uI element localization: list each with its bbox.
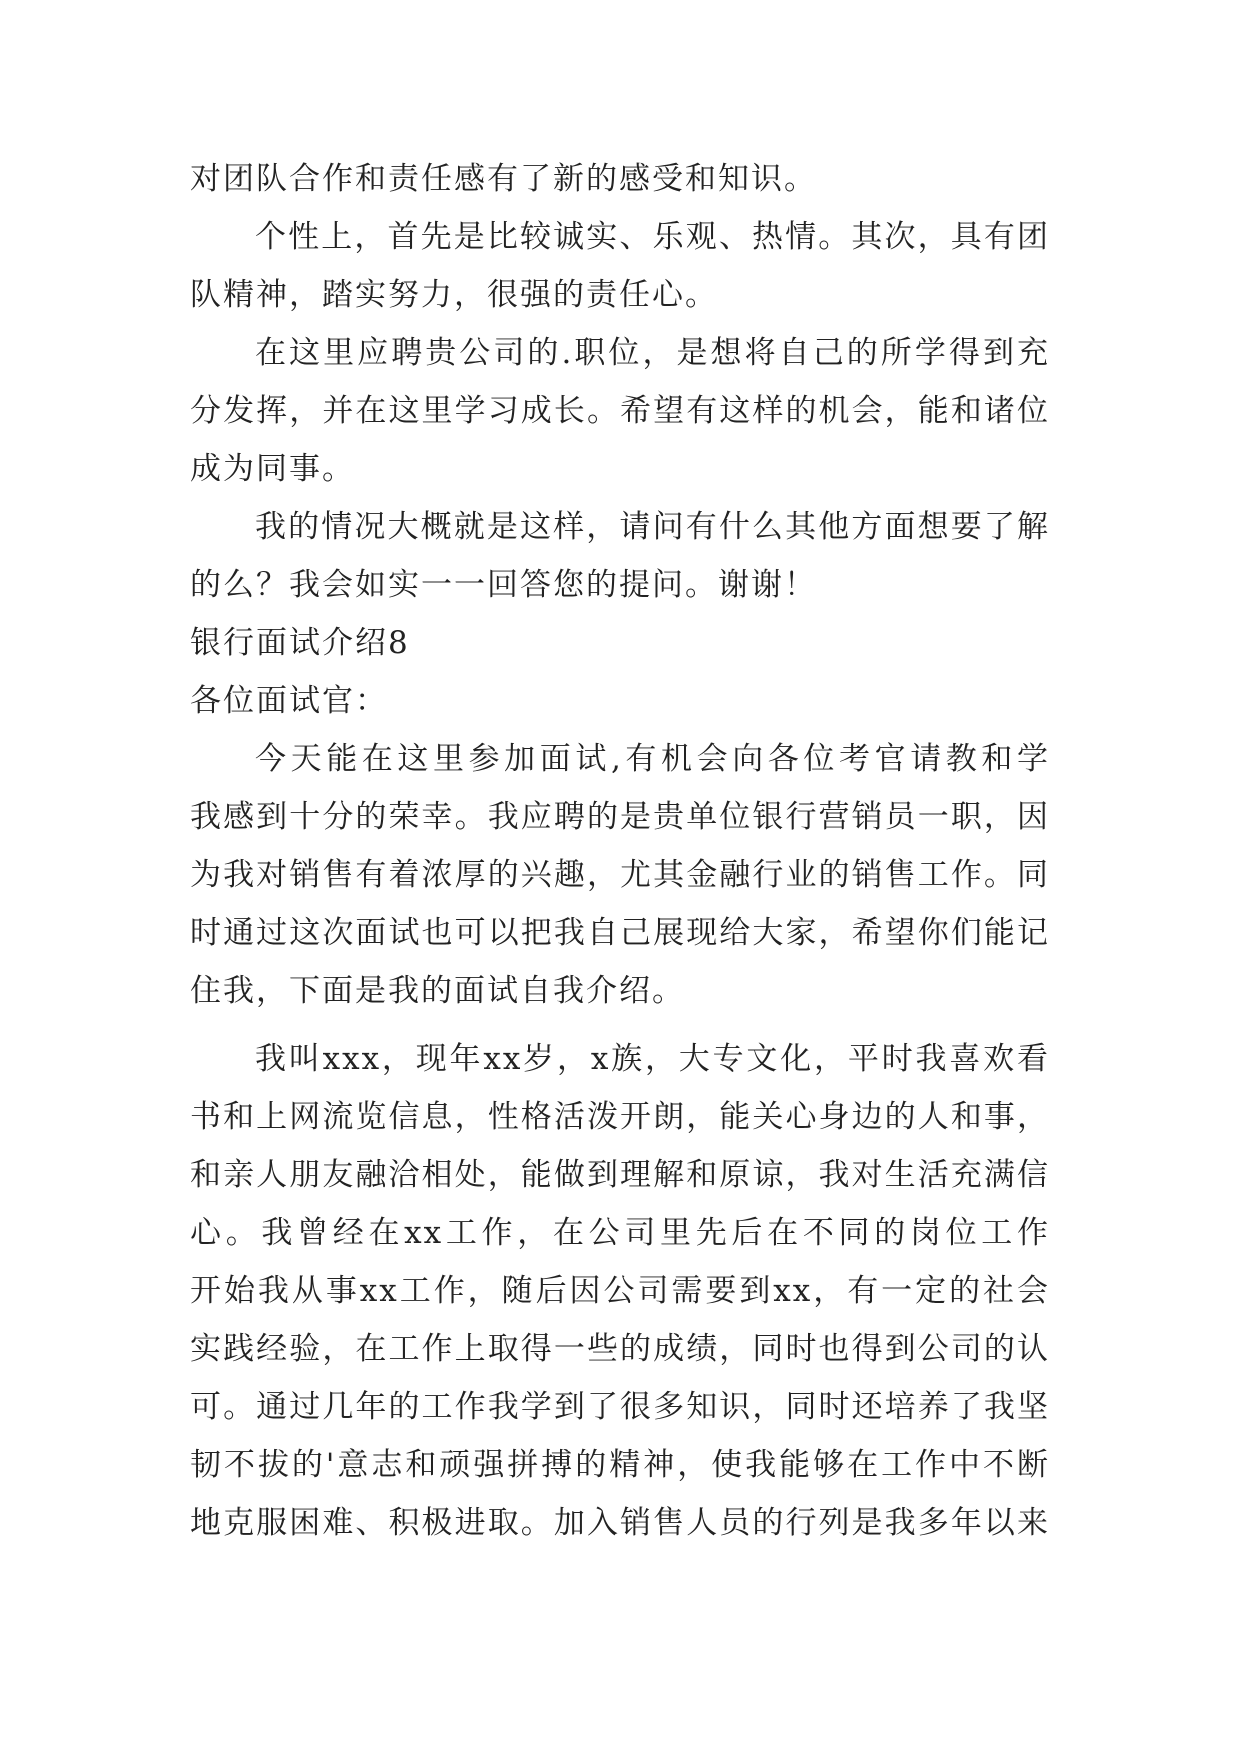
paragraph-line: 住我，下面是我的面试自我介绍。	[190, 973, 685, 1009]
paragraph-line: 在这里应聘贵公司的.职位，是想将自己的所学得到充	[255, 335, 1050, 371]
paragraph-line: 地克服困难、积极进取。加入销售人员的行列是我多年以来	[190, 1505, 1050, 1541]
paragraph-line: 队精神，踏实努力，很强的责任心。	[190, 277, 718, 313]
section-heading: 银行面试介绍8	[190, 625, 410, 661]
paragraph-line: 为我对销售有着浓厚的兴趣，尤其金融行业的销售工作。同	[190, 857, 1050, 893]
paragraph-line: 书和上网流览信息，性格活泼开朗，能关心身边的人和事，	[190, 1099, 1050, 1135]
paragraph-line: 成为同事。	[190, 451, 355, 487]
paragraph-line: 对团队合作和责任感有了新的感受和知识。	[190, 161, 817, 197]
paragraph-line: 开始我从事xx工作，随后因公司需要到xx，有一定的社会	[190, 1273, 1050, 1309]
paragraph-line: 可。通过几年的工作我学到了很多知识，同时还培养了我坚	[190, 1389, 1050, 1425]
salutation: 各位面试官：	[190, 683, 388, 719]
paragraph-line: 心。我曾经在xx工作，在公司里先后在不同的岗位工作	[190, 1215, 1050, 1251]
paragraph-line: 个性上，首先是比较诚实、乐观、热情。其次，具有团	[255, 219, 1050, 255]
paragraph-line: 分发挥，并在这里学习成长。希望有这样的机会，能和诸位	[190, 393, 1050, 429]
paragraph-line: 韧不拔的'意志和顽强拼搏的精神，使我能够在工作中不断	[190, 1447, 1050, 1483]
paragraph-line: 的么？我会如实一一回答您的提问。谢谢！	[190, 567, 817, 603]
paragraph-line: 我感到十分的荣幸。我应聘的是贵单位银行营销员一职，因	[190, 799, 1050, 835]
paragraph-line: 我的情况大概就是这样，请问有什么其他方面想要了解	[255, 509, 1050, 545]
paragraph-line: 我叫xxx，现年xx岁，x族，大专文化，平时我喜欢看	[255, 1041, 1050, 1077]
paragraph-line: 和亲人朋友融洽相处，能做到理解和原谅，我对生活充满信	[190, 1157, 1050, 1193]
paragraph-line: 时通过这次面试也可以把我自己展现给大家，希望你们能记	[190, 915, 1050, 951]
paragraph-line: 实践经验，在工作上取得一些的成绩，同时也得到公司的认	[190, 1331, 1050, 1367]
paragraph-line: 今天能在这里参加面试,有机会向各位考官请教和学	[255, 741, 1050, 777]
